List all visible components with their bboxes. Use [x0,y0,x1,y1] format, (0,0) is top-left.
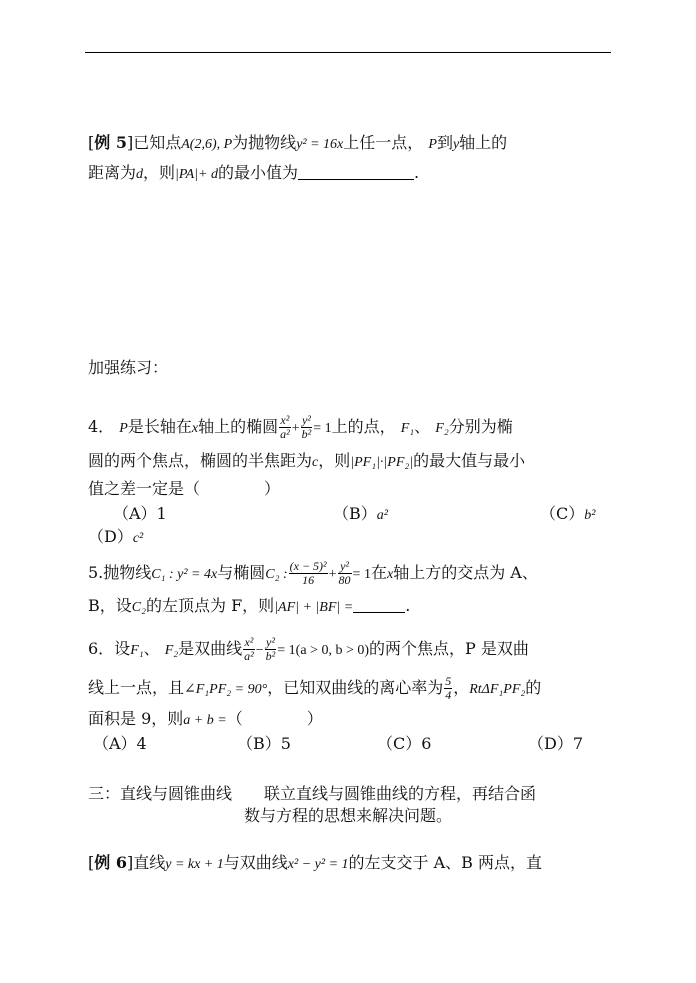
q4-option-b: （B）a² [333,504,388,523]
q6-option-d: （D）7 [528,734,584,753]
q4-option-a: （A）1 [113,504,167,523]
answer-blank [353,596,405,613]
section3-line2: 数与方程的思想来解决问题。 [243,806,452,825]
q6-line3: 面积是 9，则a + b =（ ） [88,709,323,728]
q4-option-d: （D）c² [88,527,144,546]
header-rule [85,52,611,53]
fraction: $\frac{\text{y²}}{\text{b²}}$ [301,413,312,441]
fraction: $\frac{5}{4}$ [445,674,452,702]
example5-label: 例 5 [94,133,127,152]
q4-line1: 4． P是长轴在x轴上的椭圆 $\frac{\text{x²}}{\text{a²}}$ + $\frac{\text{y²}}{\text{b²}}$ = 1上的点， F₁、 F₂分别为椭 [88,413,513,441]
fraction: $\frac{\text{(x − 5)²}}{16}$ [289,559,327,587]
q6-option-b: （B）5 [237,734,291,753]
fraction: $\frac{\text{x²}}{\text{a²}}$ [280,413,290,441]
q6-option-a: （A）4 [93,734,147,753]
q4-line2: 圆的两个焦点，椭圆的半焦距为c，则|PF₁|·|PF₂|的最大值与最小 [88,451,526,470]
q4-line3: 值之差一定是（ ） [88,479,281,498]
fraction: $\frac{\text{x²}}{\text{a²}}$ [244,635,254,663]
answer-blank [298,163,414,180]
fraction: $\frac{\text{y²}}{80}$ [338,559,351,587]
example6-label: 例 6 [94,853,127,872]
q4-option-c: （C）b² [540,504,596,523]
fraction: $\frac{\text{y²}}{\text{b²}}$ [265,635,276,663]
example6-line1: [例 6]直线y = kx + 1与双曲线x² − y² = 1的左支交于 A、B 两点，直 [88,853,543,872]
q5-line1: 5.抛物线C₁ : y² = 4x与椭圆C₂ : $\frac{\text{(x − 5)²}}{16}$ + $\frac{\text{y²}}{80}$ = 1在x轴上方的交点为 A、 [88,559,538,587]
q6-line2: 线上一点，且∠F₁PF₂ = 90°，已知双曲线的离心率为 $\frac{5}{4}$ ，RtΔF₁PF₂的 [88,674,542,702]
section3-line1: 三：直线与圆锥曲线 联立直线与圆锥曲线的方程，再结合函 [88,784,537,803]
q6-line1: 6．设F₁、 F₂是双曲线 $\frac{\text{x²}}{\text{a²}}$ − $\frac{\text{y²}}{\text{b²}}$ = 1(a > 0, b > 0)的两个焦点，P 是双曲 [88,635,529,663]
example5-line1: [例 5]已知点A(2,6), P为抛物线y² = 16x上任一点， P到y轴上的 [88,133,508,152]
example5-line2: 距离为d，则|PA|+ d的最小值为 . [88,163,420,182]
practice-heading: 加强练习： [88,358,169,377]
q6-option-c: （C）6 [377,734,432,753]
q5-line2: B，设C₂的左顶点为 F，则|AF| + |BF| = . [88,596,411,615]
